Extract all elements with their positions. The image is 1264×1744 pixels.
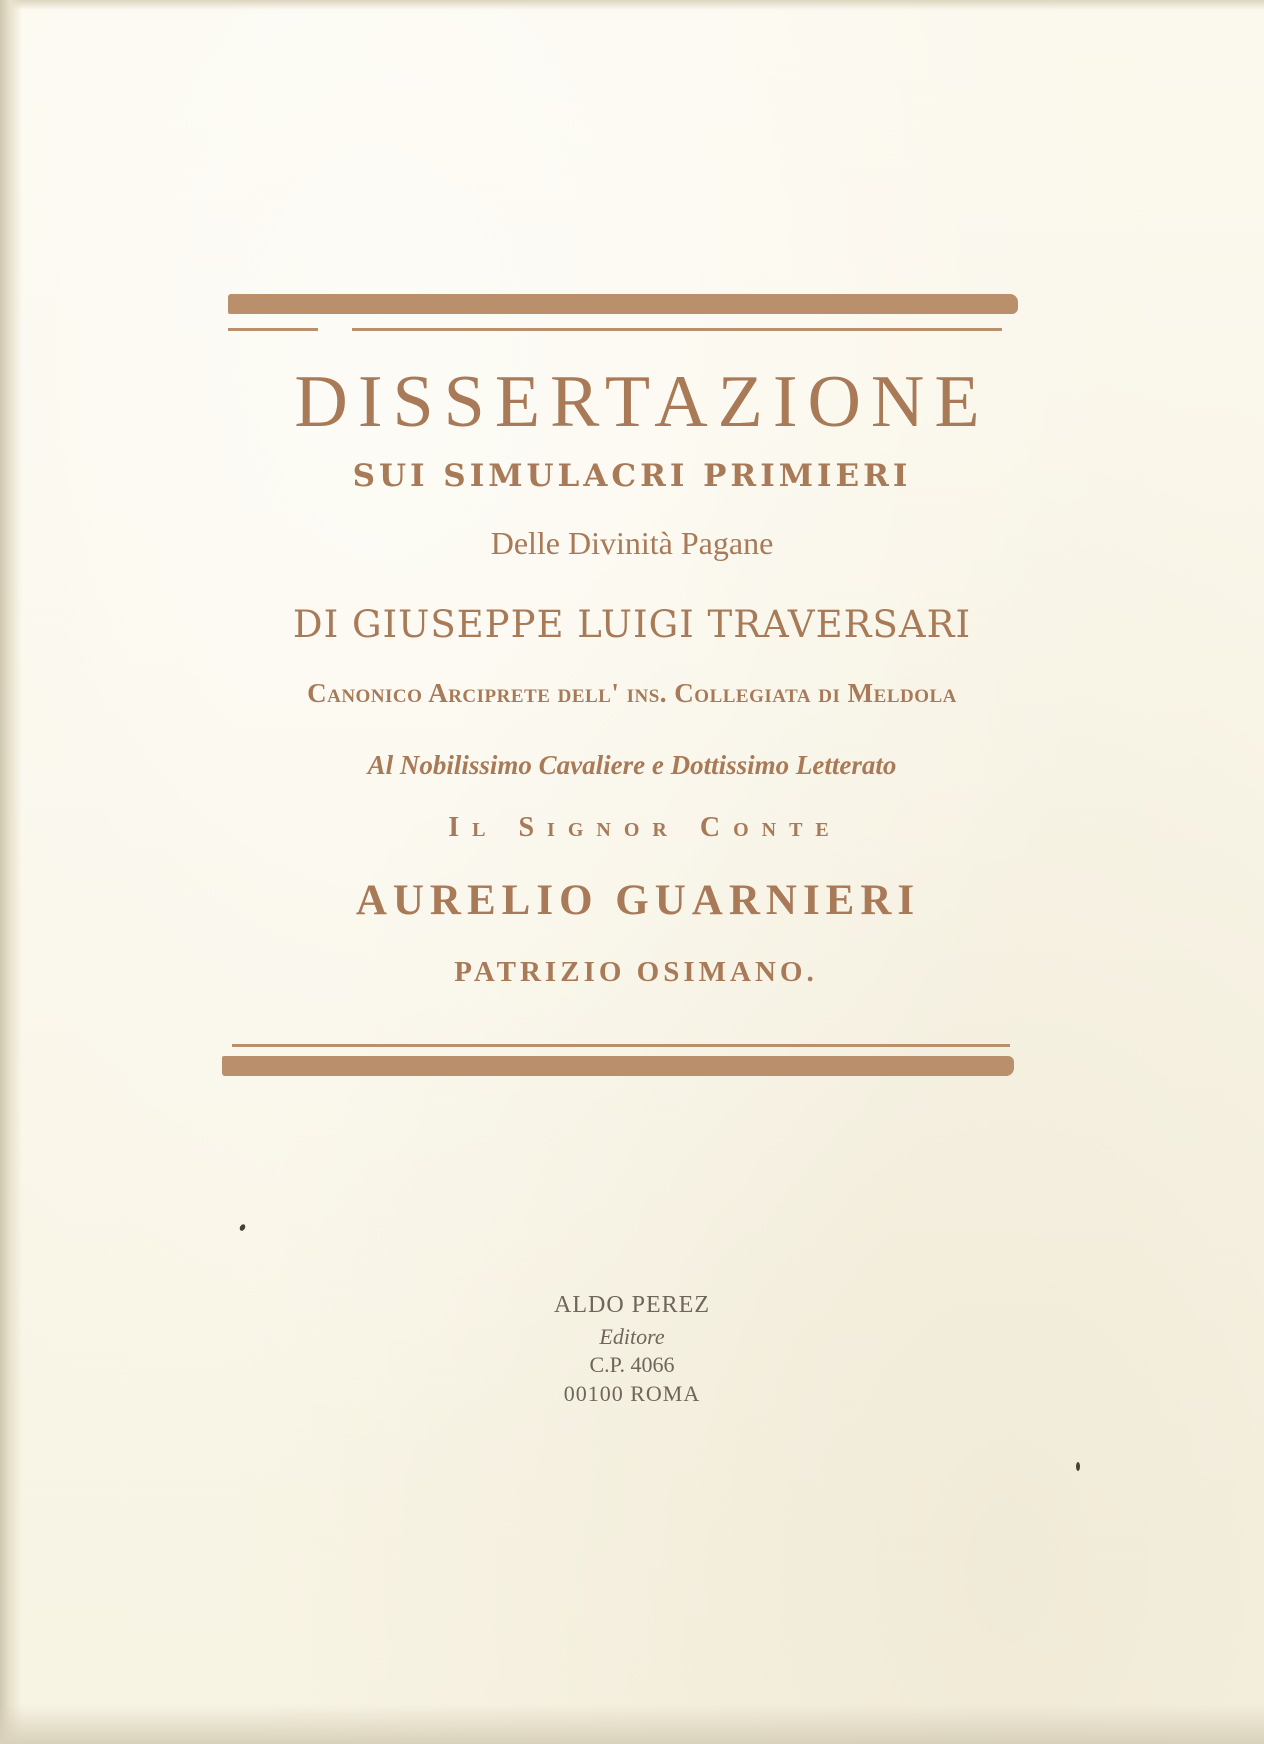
publisher-po-box: C.P. 4066 <box>589 1352 675 1377</box>
paper-top-edge <box>0 0 1264 10</box>
bottom-thin-rule <box>232 1044 1010 1047</box>
top-thick-rule <box>228 294 1018 314</box>
document-subject: Delle Divinità Pagane <box>490 525 774 561</box>
document-title: DISSERTAZIONE <box>294 361 990 443</box>
ink-speck <box>1076 1462 1080 1471</box>
author-role: Canonico Arciprete dell' ins. Collegiata di Meldola <box>307 678 957 708</box>
publisher-role: Editore <box>599 1324 665 1349</box>
top-thin-rule-left <box>228 328 318 331</box>
ink-speck <box>239 1223 247 1232</box>
publisher-city: 00100 ROMA <box>563 1381 701 1406</box>
honorific-line: Il Signor Conte <box>448 812 842 843</box>
document-subtitle: SUI SIMULACRI PRIMIERI <box>352 458 912 494</box>
author-name: DI GIUSEPPE LUIGI TRAVERSARI <box>292 603 972 646</box>
top-thin-rule-right <box>352 328 1002 331</box>
publisher-name: ALDO PEREZ <box>554 1292 710 1318</box>
paper-bottom-edge <box>0 1704 1264 1744</box>
paper-left-edge <box>0 0 22 1744</box>
bottom-thick-rule <box>222 1056 1014 1076</box>
dedicatee-name: AURELIO GUARNIERI <box>355 877 921 924</box>
dedication-line: Al Nobilissimo Cavaliere e Dottissimo Letterato <box>367 750 897 780</box>
dedicatee-origin: PATRIZIO OSIMANO. <box>454 956 818 988</box>
